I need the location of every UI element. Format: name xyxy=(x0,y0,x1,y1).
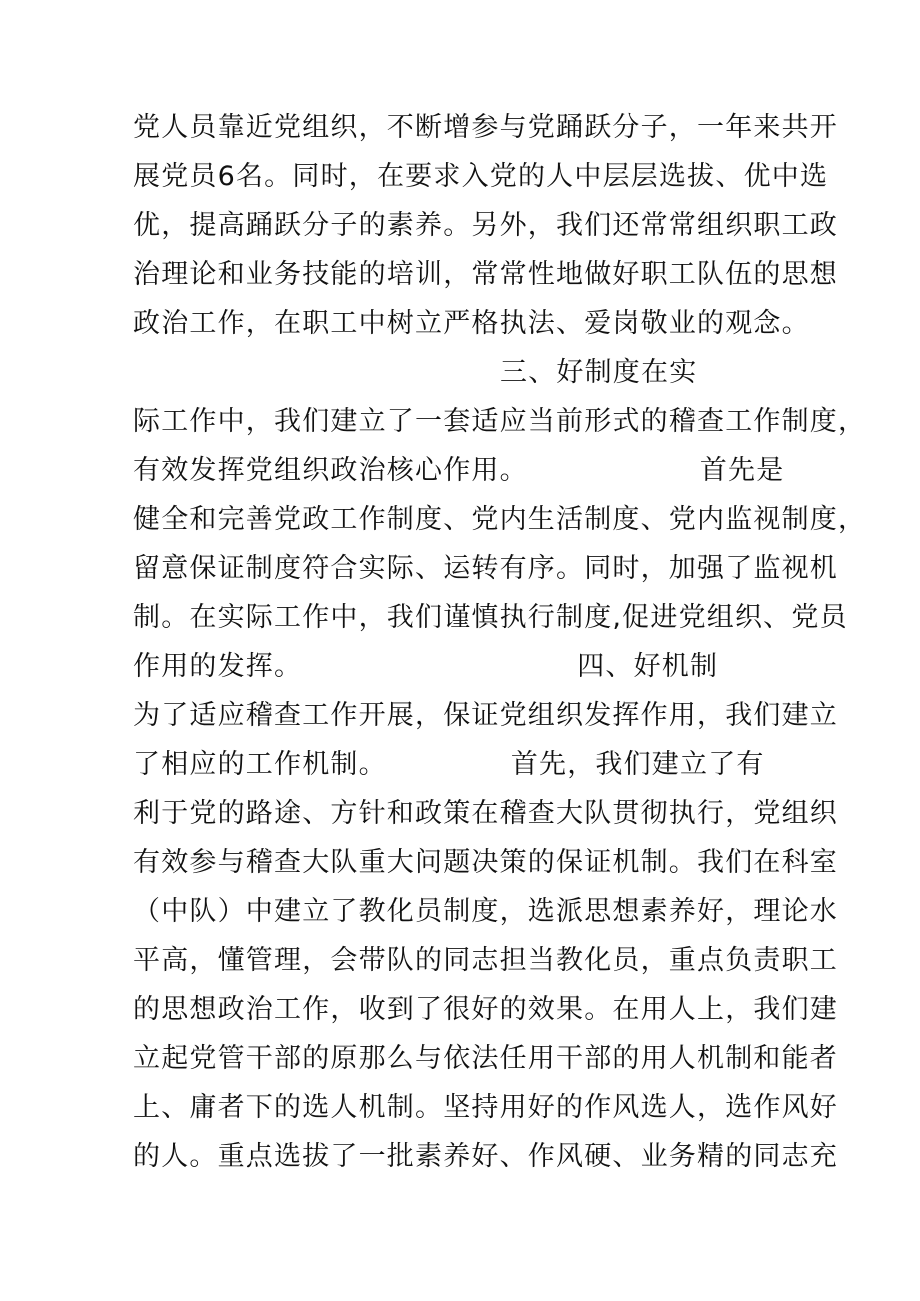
text-line: 留意保证制度符合实际、运转有序。同时，加强了监视机 xyxy=(133,553,838,584)
text-line: 利于党的路途、方针和政策在稽查大队贯彻执行，党组织 xyxy=(133,798,838,829)
section-heading: 四、好机制 xyxy=(577,651,719,682)
text-line: 的思想政治工作，收到了很好的效果。在用人上，我们建 xyxy=(133,994,838,1025)
text-line-split xyxy=(133,748,765,782)
text-line: 平高，懂管理，会带队的同志担当教化员，重点负责职工 xyxy=(133,945,838,976)
text-line-split xyxy=(133,650,718,684)
text-line: 上、庸者下的选人机制。坚持用好的作风选人，选作风好 xyxy=(133,1092,838,1123)
text-line-split xyxy=(133,454,784,488)
text-fragment: 了相应的工作机制。 xyxy=(133,749,387,780)
text-fragment: 首先是 xyxy=(699,455,785,486)
text-line: 际工作中，我们建立了一套适应当前形式的稽查工作制度， xyxy=(133,406,867,437)
text-line: 的人。重点选拔了一批素养好、作风硬、业务精的同志充 xyxy=(133,1141,838,1172)
text-line: 立起党管干部的原那么与依法任用干部的用人机制和能者 xyxy=(133,1043,838,1074)
text-line: 为了适应稽查工作开展，保证党组织发挥作用，我们建立 xyxy=(133,700,838,731)
text-line: 党人员靠近党组织，不断增参与党踊跃分子，一年来共开 xyxy=(133,112,838,143)
text-line: 有效参与稽查大队重大问题决策的保证机制。我们在科室 xyxy=(133,847,838,878)
text-fragment: 作用的发挥。 xyxy=(133,651,303,682)
text-line: 制。在实际工作中，我们谨慎执行制度,促进党组织、党员 xyxy=(133,602,848,633)
text-line: 治理论和业务技能的培训，常常性地做好职工队伍的思想 xyxy=(133,259,838,290)
text-fragment: 有效发挥党组织政治核心作用。 xyxy=(133,455,528,486)
text-fragment: 首先，我们建立了有 xyxy=(510,749,765,780)
text-line: 政治工作，在职工中树立严格执法、爱岗敬业的观念。 xyxy=(133,308,810,339)
text-line: 优，提高踊跃分子的素养。另外，我们还常常组织职工政 xyxy=(133,210,838,241)
text-line: 健全和完善党政工作制度、党内生活制度、党内监视制度， xyxy=(133,504,867,535)
text-line: 展党员6名。同时，在要求入党的人中层层选拔、优中选 xyxy=(133,161,829,192)
text-line: （中队）中建立了教化员制度，选派思想素养好，理论水 xyxy=(133,896,838,927)
section-heading: 三、好制度在实 xyxy=(500,357,698,388)
